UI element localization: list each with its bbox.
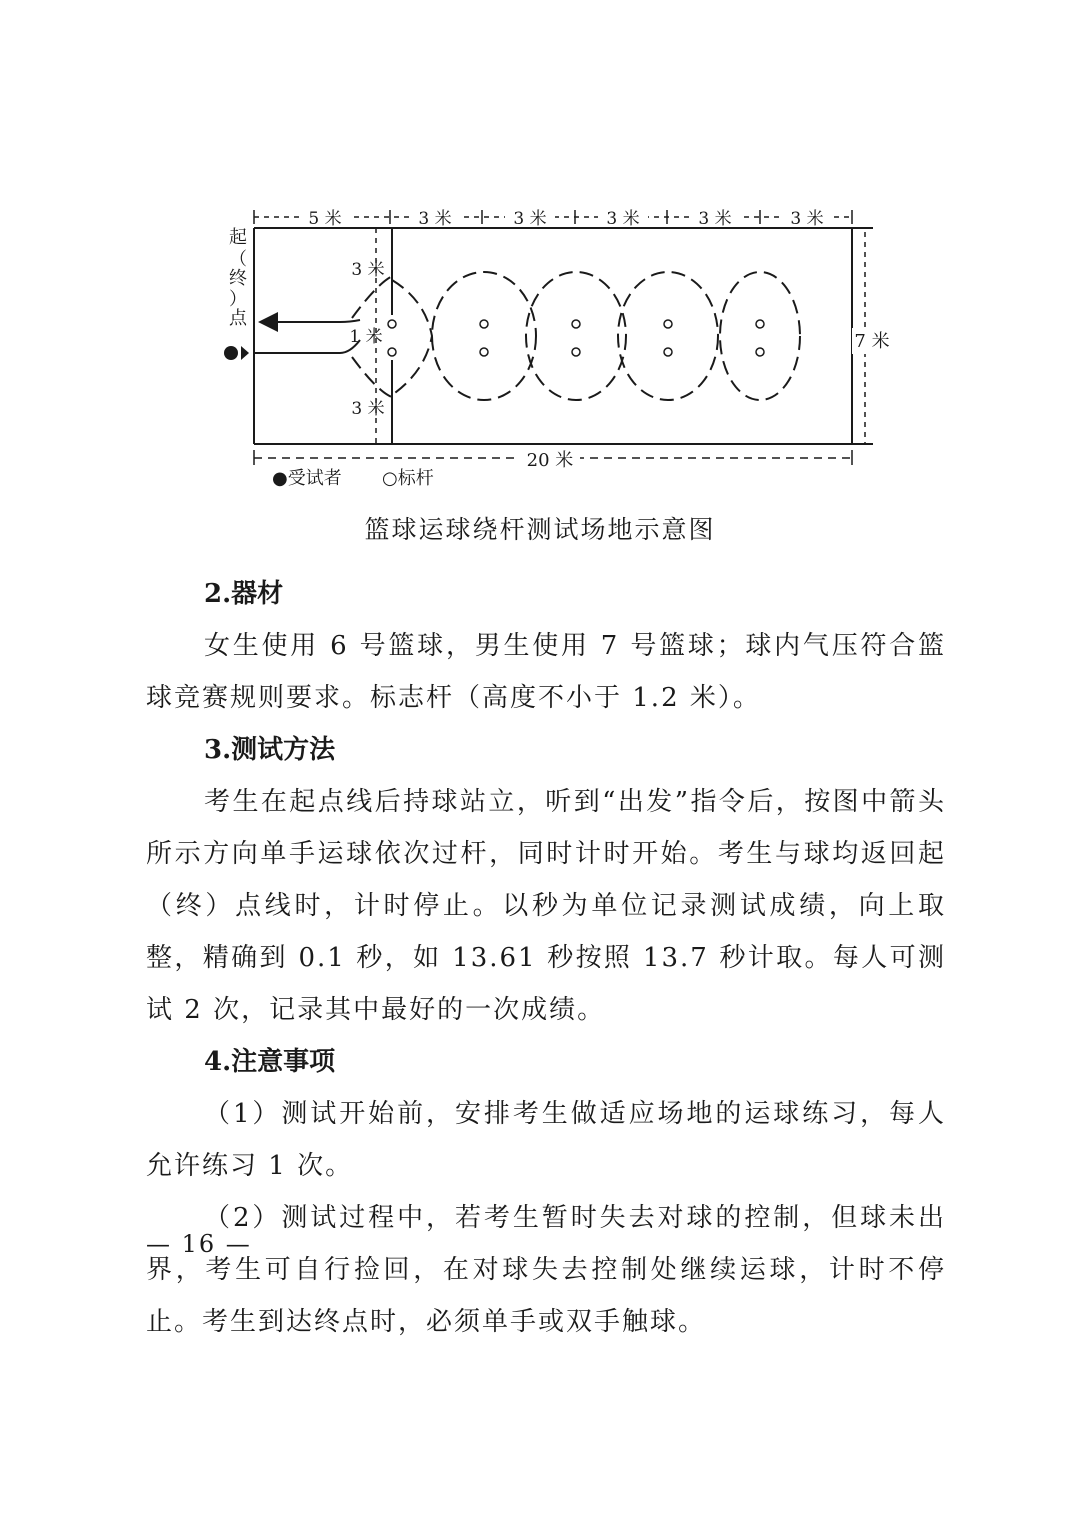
dim-right-7m: 7 米 [854, 331, 890, 352]
page-number: — 16 — [146, 1230, 252, 1258]
svg-text:起: 起 [229, 227, 247, 248]
first-loop [392, 280, 432, 395]
dribble-route [352, 272, 800, 400]
pole-icon [572, 348, 580, 356]
figure-caption: 篮球运球绕杆测试场地示意图 [364, 515, 716, 544]
pole-icon [756, 348, 764, 356]
section-heading-notes: 4.注意事项 [204, 1047, 336, 1077]
svg-text:终: 终 [229, 268, 247, 289]
legend-subject: ●受试者 [272, 468, 342, 489]
dim-top-3m-4: 3 米 [698, 209, 732, 229]
pole-icon [480, 320, 488, 328]
pole-icon [756, 320, 764, 328]
pole-icon [388, 320, 396, 328]
legend-pole: ○标杆 [382, 468, 434, 489]
dim-top-3m-1: 3 米 [418, 209, 452, 229]
pole-icon [480, 348, 488, 356]
pole-icon [572, 320, 580, 328]
paragraph-note-2: （2）测试过程中，若考生暂时失去对球的控制，但球未出界，考生可自行捡回，在对球失去控制处继续运球，计时不停止。考生到达终点时，必须单手或双手触球。 [146, 1203, 946, 1337]
svg-text:）: ） [229, 289, 247, 310]
svg-text:点: 点 [229, 308, 247, 329]
dim-lower-3m: 3 米 [351, 399, 385, 419]
document-body [146, 568, 946, 1348]
svg-text:（: （ [229, 249, 247, 270]
field-boundary [254, 228, 873, 444]
paragraph-note-1: （1）测试开始前，安排考生做适应场地的运球练习，每人允许练习 1 次。 [146, 1099, 946, 1181]
poles [388, 320, 764, 356]
dim-top-3m-2: 3 米 [513, 209, 547, 229]
section-heading-method: 3.测试方法 [204, 735, 336, 765]
paragraph-method: 考生在起点线后持球站立，听到“出发”指令后，按图中箭头所示方向单手运球依次过杆，同时计时开始。考生与球均返回起（终）点线时，计时停止。以秒为单位记录测试成绩，向上取整，精确到 0.1 秒，如 13.61 秒按照 13.7 秒计取。每人可测试 2 次，记录其中最好的一次成绩。 [146, 787, 946, 1025]
dim-top-3m-5: 3 米 [790, 209, 824, 229]
start-end-label [229, 227, 248, 329]
dim-top-3m-3: 3 米 [606, 209, 640, 229]
pole-icon [664, 348, 672, 356]
subject-marker [224, 346, 238, 360]
dim-mid-1m: 1 米 [349, 327, 383, 347]
section-heading-equipment: 2.器材 [204, 579, 284, 609]
pole-icon [664, 320, 672, 328]
paragraph-equipment: 女生使用 6 号篮球，男生使用 7 号篮球；球内气压符合篮球竞赛规则要求。标志杆（高度不小于 1.2 米）。 [146, 631, 946, 713]
test-field-diagram [0, 0, 1080, 500]
return-path [262, 320, 360, 322]
start-arrow-icon [241, 346, 249, 360]
pole-icon [388, 348, 396, 356]
outbound-path [254, 340, 360, 353]
dim-upper-3m: 3 米 [351, 260, 385, 280]
dim-top-5m: 5 米 [308, 209, 342, 229]
dim-bottom-20m: 20 米 [526, 450, 574, 471]
